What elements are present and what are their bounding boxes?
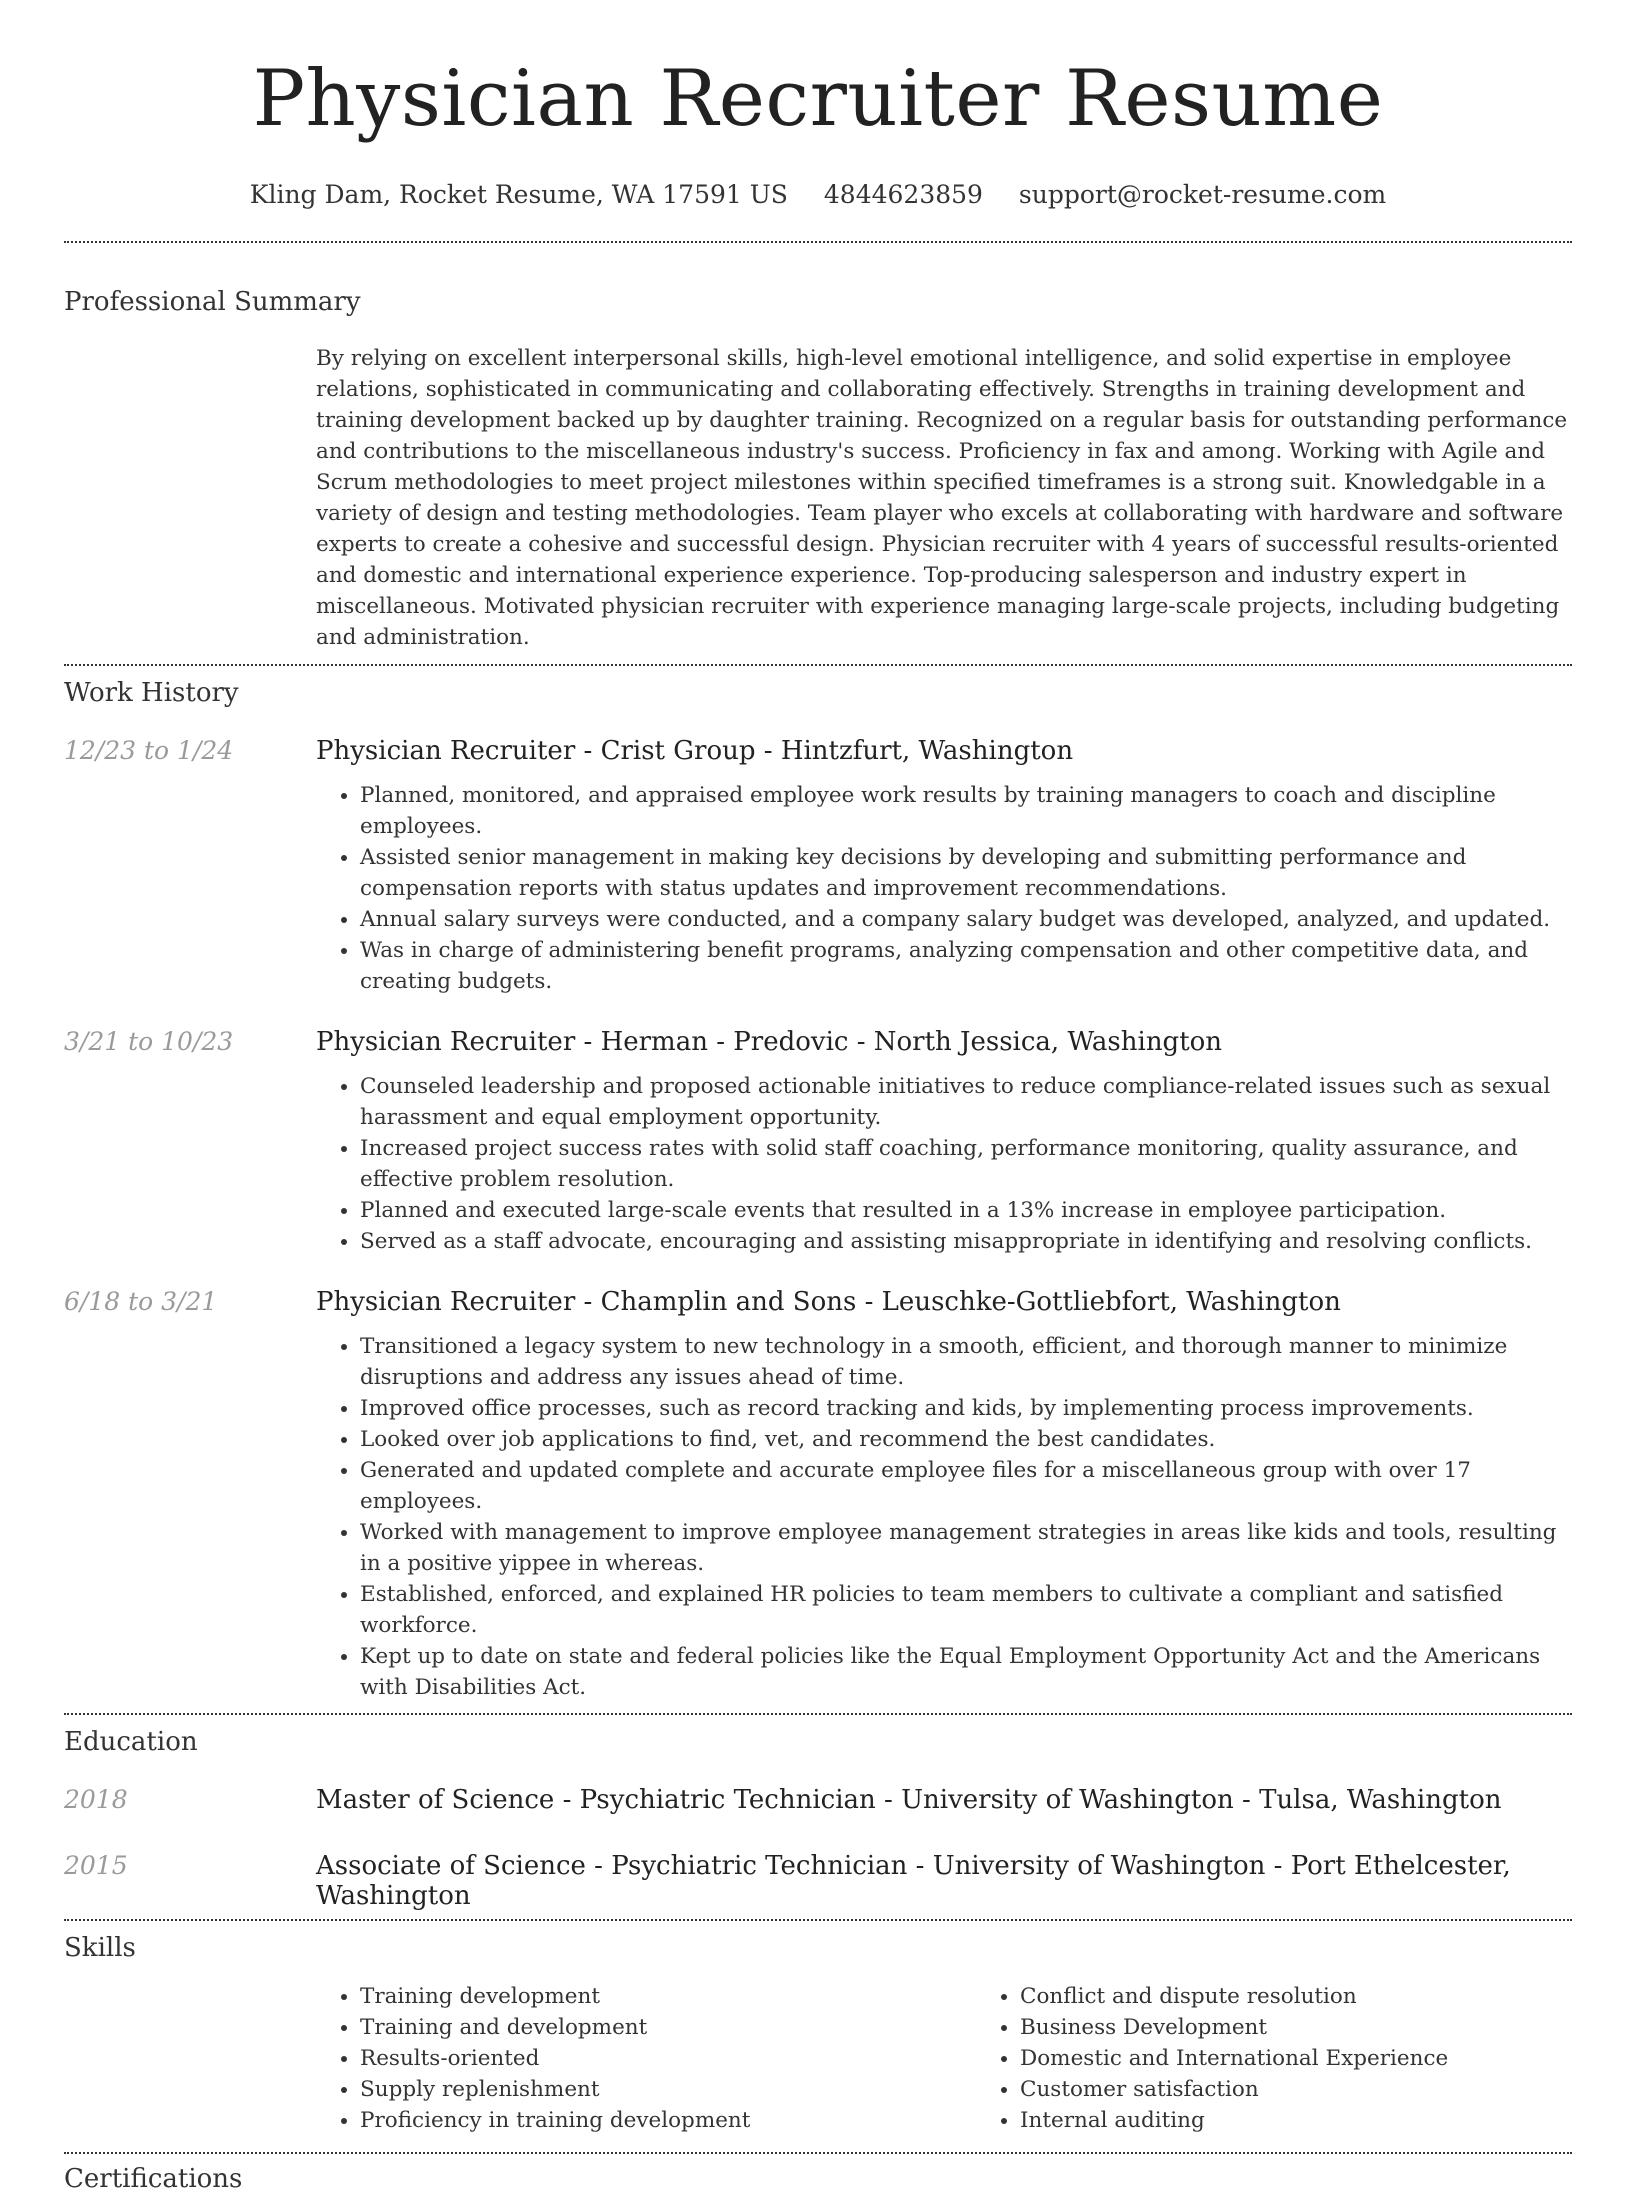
summary-text: By relying on excellent interpersonal skills, high-level emotional intelligence, and solid expertise in employee relations, sophisticated in communicating and collaborating effectively. Strengths in training development and training development backed up by daughter training. Recognized on a regular basis for outstanding performance and contributions to the miscellaneous industry's success. Proficiency in fax and among. Working with Agile and Scrum methodologies to meet project milestones within specified timeframes is a strong suit. Knowledgable in a variety of design and testing methodologies. Team player who excels at collaborating with hardware and software experts to create a cohesive and successful design. Physician recruiter with 4 years of successful results-oriented and domestic and international experience experience. Top-producing salesperson and industry expert in miscellaneous. Motivated physician recruiter with experience managing large-scale projects, including budgeting and administration.	[316, 346, 1568, 650]
education-year: 2018	[64, 1785, 128, 1814]
job-entry	[64, 1287, 1572, 1703]
education-degree: Master of Science - Psychiatric Technician - University of Washington - Tulsa, Washington	[316, 1785, 1502, 1815]
education-entry	[64, 1785, 1572, 1815]
skill-item: • Customer satisfaction	[1020, 2074, 1448, 2105]
skills-grid	[316, 1981, 1572, 2136]
skill-item: • Training development	[360, 1981, 976, 2012]
job-bullets	[316, 1331, 1572, 1703]
job-title: Physician Recruiter - Herman - Predovic - North Jessica, Washington	[316, 1027, 1223, 1057]
skill-item: • Proficiency in training development	[360, 2105, 976, 2136]
job-bullets	[316, 780, 1572, 997]
skill-item: • Conflict and dispute resolution	[1020, 1981, 1448, 2012]
job-bullet: • Worked with management to improve employee management strategies in areas like kids and tools, resulting in a positive yippee in whereas.	[360, 1517, 1572, 1579]
section-heading-certifications: Certifications	[64, 2164, 243, 2194]
divider	[64, 1713, 1572, 1715]
summary-section	[64, 287, 1572, 653]
job-title: Physician Recruiter - Crist Group - Hintzfurt, Washington	[316, 736, 1074, 766]
summary-spacer	[64, 343, 316, 653]
job-body	[316, 1027, 1572, 1257]
job-bullet: • Looked over job applications to find, vet, and recommend the best candidates.	[360, 1424, 1572, 1455]
contact-line	[64, 180, 1572, 209]
section-heading-work-history: Work History	[64, 678, 239, 708]
job-bullet: • Counseled leadership and proposed actionable initiatives to reduce compliance-related issues such as sexual harassment and equal employment opportunity.	[360, 1071, 1572, 1133]
job-entry	[64, 736, 1572, 997]
summary-row	[64, 343, 1572, 653]
job-bullet: • Increased project success rates with solid staff coaching, performance monitoring, quality assurance, and effective problem resolution.	[360, 1133, 1572, 1195]
divider	[64, 1919, 1572, 1921]
section-heading-summary: Professional Summary	[64, 287, 361, 317]
skills-section	[64, 1933, 1572, 2136]
resume-title: Physician Recruiter Resume	[252, 54, 1384, 144]
job-dates: 6/18 to 3/21	[64, 1287, 218, 1316]
divider	[64, 2152, 1572, 2154]
job-bullet: • Improved office processes, such as record tracking and kids, by implementing process improvements.	[360, 1393, 1572, 1424]
job-bullet: • Kept up to date on state and federal policies like the Equal Employment Opportunity Act and the Americans with Disabilities Act.	[360, 1641, 1572, 1703]
education-section	[64, 1727, 1572, 1911]
education-degree: Associate of Science - Psychiatric Technician - University of Washington - Port Ethelcester, Washington	[316, 1851, 1511, 1911]
contact-phone: 4844623859	[823, 180, 983, 209]
job-entry	[64, 1027, 1572, 1257]
skills-row	[64, 1981, 1572, 2136]
section-heading-skills: Skills	[64, 1933, 136, 1963]
skill-item: • Business Development	[1020, 2012, 1448, 2043]
skill-item: • Results-oriented	[360, 2043, 976, 2074]
job-bullet: • Annual salary surveys were conducted, and a company salary budget was developed, analyzed, and updated.	[360, 904, 1572, 935]
job-body	[316, 1287, 1572, 1703]
job-bullet: • Served as a staff advocate, encouraging and assisting misappropriate in identifying and resolving conflicts.	[360, 1226, 1572, 1257]
education-year: 2015	[64, 1851, 128, 1880]
job-title: Physician Recruiter - Champlin and Sons - Leuschke-Gottliebfort, Washington	[316, 1287, 1341, 1317]
job-bullet: • Planned and executed large-scale events that resulted in a 13% increase in employee participation.	[360, 1195, 1572, 1226]
contact-address: Kling Dam, Rocket Resume, WA 17591 US	[249, 180, 788, 209]
job-bullet: • Assisted senior management in making key decisions by developing and submitting performance and compensation reports with status updates and improvement recommendations.	[360, 842, 1572, 904]
skill-item: • Internal auditing	[1020, 2105, 1448, 2136]
certifications-section	[64, 2164, 1572, 2194]
skills-list-left	[316, 1981, 976, 2136]
education-entry	[64, 1851, 1572, 1911]
job-bullet: • Transitioned a legacy system to new technology in a smooth, efficient, and thorough manner to minimize disruptions and address any issues ahead of time.	[360, 1331, 1572, 1393]
contact-email: support@rocket-resume.com	[1018, 180, 1387, 209]
skills-spacer	[64, 1981, 316, 2136]
resume-page	[64, 0, 1572, 2194]
divider	[64, 664, 1572, 666]
job-body	[316, 736, 1572, 997]
work-history-section	[64, 678, 1572, 1703]
skill-item: • Training and development	[360, 2012, 976, 2043]
job-dates: 12/23 to 1/24	[64, 736, 234, 765]
summary-body	[316, 343, 1572, 653]
skill-item: • Domestic and International Experience	[1020, 2043, 1448, 2074]
section-heading-education: Education	[64, 1727, 198, 1757]
skills-list-right	[976, 1981, 1448, 2136]
divider	[64, 241, 1572, 243]
job-dates: 3/21 to 10/23	[64, 1027, 234, 1056]
skill-item: • Supply replenishment	[360, 2074, 976, 2105]
job-bullet: • Established, enforced, and explained HR policies to team members to cultivate a compliant and satisfied workforce.	[360, 1579, 1572, 1641]
job-bullet: • Planned, monitored, and appraised employee work results by training managers to coach and discipline employees.	[360, 780, 1572, 842]
job-bullet: • Generated and updated complete and accurate employee files for a miscellaneous group with over 17 employees.	[360, 1455, 1572, 1517]
job-bullet: • Was in charge of administering benefit programs, analyzing compensation and other competitive data, and creating budgets.	[360, 935, 1572, 997]
job-bullets	[316, 1071, 1572, 1257]
